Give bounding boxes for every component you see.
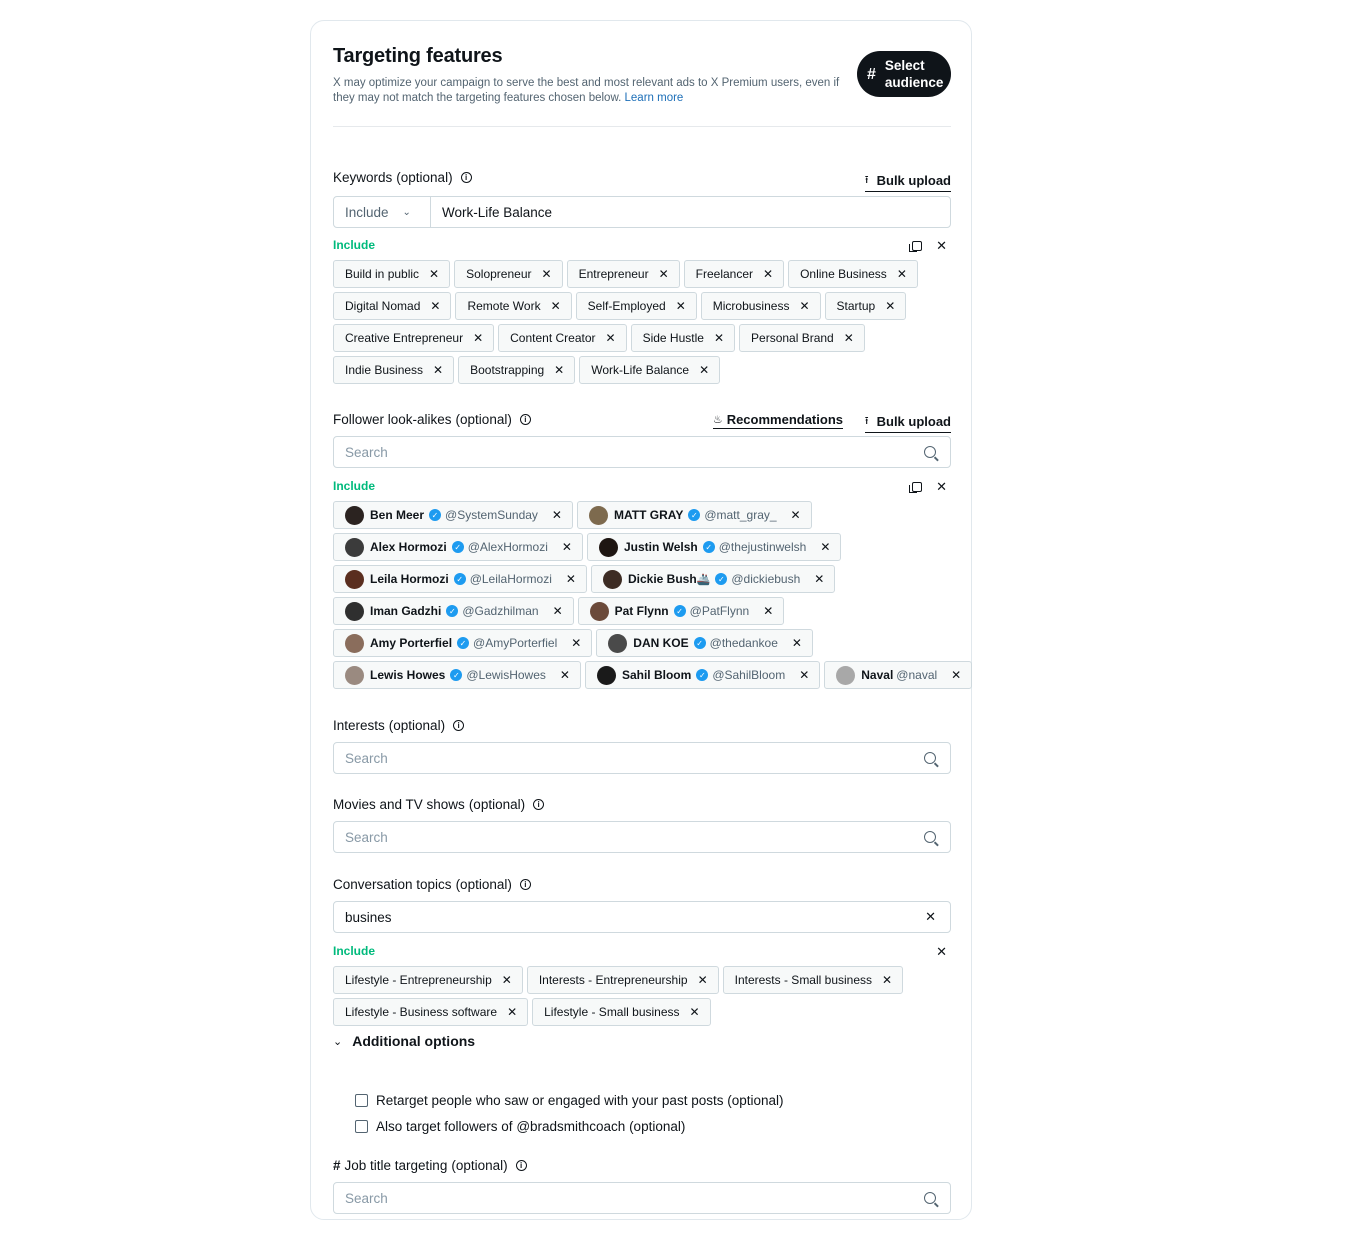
lookalike-chip[interactable] <box>333 661 581 689</box>
keyword-chip[interactable] <box>788 260 918 288</box>
close-icon[interactable]: ✕ <box>541 267 552 281</box>
close-icon[interactable]: ✕ <box>896 267 907 281</box>
user-name: Naval <box>861 668 894 682</box>
verified-badge-icon: ✓ <box>452 541 464 553</box>
close-icon[interactable]: ✕ <box>763 604 774 618</box>
lookalike-chip[interactable] <box>591 565 835 593</box>
keyword-chip[interactable] <box>631 324 735 352</box>
keywords-label: Keywords (optional) i <box>333 170 472 185</box>
topic-chip[interactable] <box>723 966 903 994</box>
user-handle: @naval <box>896 668 938 682</box>
job-title-label: # Job title targeting (optional) i <box>333 1158 527 1173</box>
close-icon[interactable]: ✕ <box>571 636 582 650</box>
close-icon[interactable]: ✕ <box>885 299 896 313</box>
info-icon[interactable]: i <box>516 1160 527 1171</box>
user-handle: @AmyPorterfiel <box>473 636 558 650</box>
select-audience-label: Select audience <box>884 58 944 90</box>
topics-include-label: Include <box>333 944 376 958</box>
keywords-bulk-upload-button[interactable]: ⭱ Bulk upload <box>865 171 951 192</box>
keyword-chip-label: Work-Life Balance <box>591 363 690 377</box>
lookalikes-bulk-upload-button[interactable]: ⭱ Bulk upload <box>865 412 951 433</box>
lookalike-chip[interactable] <box>333 597 574 625</box>
user-handle: @thejustinwelsh <box>718 540 807 554</box>
lookalike-row <box>333 597 951 625</box>
user-handle: @matt_gray_ <box>704 508 777 522</box>
close-icon[interactable]: ✕ <box>605 331 616 345</box>
close-icon[interactable]: ✕ <box>551 508 562 522</box>
lookalike-row <box>333 565 951 593</box>
avatar <box>603 570 622 589</box>
user-handle: @LewisHowes <box>466 668 546 682</box>
lookalikes-tools <box>912 479 947 495</box>
close-icon[interactable]: ✕ <box>936 944 947 959</box>
lookalike-chip[interactable] <box>585 661 820 689</box>
verified-badge-icon: ✓ <box>715 573 727 585</box>
close-icon[interactable]: ✕ <box>814 572 825 586</box>
keyword-chip-label: Indie Business <box>345 363 424 377</box>
lookalikes-include-label: Include <box>333 479 376 493</box>
close-icon[interactable]: ✕ <box>430 299 441 313</box>
close-icon[interactable]: ✕ <box>713 331 725 345</box>
info-icon[interactable]: i <box>520 414 531 425</box>
user-name: Leila Hormozi <box>370 572 449 586</box>
close-icon[interactable]: ✕ <box>936 238 947 253</box>
retarget-checkbox[interactable] <box>355 1094 368 1107</box>
keyword-chip[interactable] <box>454 260 562 288</box>
flame-icon: ♨ <box>712 414 723 426</box>
verified-badge-icon: ✓ <box>429 509 441 521</box>
topics-tools <box>936 944 947 960</box>
avatar <box>345 602 364 621</box>
avatar <box>608 634 627 653</box>
close-icon[interactable]: ✕ <box>433 363 444 377</box>
keyword-chip[interactable] <box>579 356 720 384</box>
topics-search-input[interactable]: busines <box>345 909 392 925</box>
keyword-chip[interactable] <box>333 356 454 384</box>
keyword-chip-label: Personal Brand <box>751 331 834 345</box>
verified-badge-icon: ✓ <box>446 605 458 617</box>
close-icon[interactable]: ✕ <box>820 540 831 554</box>
lookalikes-search-input[interactable]: Search <box>345 444 388 460</box>
user-name: Ben Meer <box>370 508 425 522</box>
topic-chip[interactable] <box>527 966 719 994</box>
close-icon[interactable]: ✕ <box>554 363 565 377</box>
interests-search-input[interactable]: Search <box>345 750 388 766</box>
lookalike-row <box>333 533 951 561</box>
avatar <box>345 634 364 653</box>
verified-badge-icon: ✓ <box>454 573 466 585</box>
retarget-label: Retarget people who saw or engaged with your past posts (optional) <box>376 1093 784 1108</box>
subtitle <box>333 76 853 106</box>
close-icon[interactable]: ✕ <box>697 973 708 987</box>
user-handle: @SahilBloom <box>712 668 786 682</box>
avatar <box>597 666 616 685</box>
lookalike-chip[interactable] <box>587 533 841 561</box>
info-icon[interactable]: i <box>453 720 464 731</box>
card-inner <box>333 21 962 1206</box>
lookalike-chip[interactable] <box>578 597 785 625</box>
chevron-down-icon: ⌄ <box>402 206 411 218</box>
user-name: Iman Gadzhi <box>370 604 442 618</box>
keyword-chip-label: Online Business <box>800 267 887 281</box>
user-handle: @PatFlynn <box>689 604 750 618</box>
hash-icon: # <box>867 65 876 83</box>
search-icon <box>924 831 936 843</box>
verified-badge-icon: ✓ <box>688 509 700 521</box>
topic-chip-label: Lifestyle - Entrepreneurship <box>345 973 492 987</box>
interests-search-field[interactable] <box>333 742 951 774</box>
avatar <box>599 538 618 557</box>
close-icon[interactable]: ✕ <box>559 668 570 682</box>
user-name: Alex Hormozi <box>370 540 447 554</box>
keyword-chip[interactable] <box>739 324 865 352</box>
keyword-chip[interactable] <box>701 292 821 320</box>
close-icon[interactable]: ✕ <box>790 508 801 522</box>
followers-option <box>355 1119 685 1134</box>
topic-chip-label: Interests - Small business <box>734 973 873 987</box>
close-icon[interactable]: ✕ <box>658 267 669 281</box>
movies-label: Movies and TV shows (optional) i <box>333 797 544 812</box>
learn-more-link[interactable]: Learn more <box>624 92 684 104</box>
avatar <box>345 666 364 685</box>
copy-icon[interactable] <box>912 482 922 492</box>
subtitle-text: X may optimize your campaign to serve the best and most relevant ads to X Premium users, even if they may not match the targeting features chosen below. <box>333 77 840 104</box>
close-icon[interactable]: ✕ <box>799 299 810 313</box>
keyword-chip-label: Entrepreneur <box>578 267 649 281</box>
keyword-chip-label: Microbusiness <box>712 299 790 313</box>
verified-badge-icon: ✓ <box>696 669 708 681</box>
keyword-chip[interactable] <box>576 292 697 320</box>
user-name: Justin Welsh <box>623 540 698 554</box>
keyword-chip-label: Startup <box>836 299 876 313</box>
lookalike-chip[interactable] <box>824 661 972 689</box>
chevron-down-icon: ⌄ <box>333 1035 343 1048</box>
topics-label: Conversation topics (optional) i <box>333 877 531 892</box>
keyword-chip[interactable] <box>684 260 784 288</box>
verified-badge-icon: ✓ <box>703 541 715 553</box>
close-icon[interactable]: ✕ <box>936 479 947 494</box>
close-icon[interactable]: ✕ <box>429 267 440 281</box>
keyword-chip-label: Remote Work <box>467 299 541 313</box>
keyword-chip[interactable] <box>455 292 571 320</box>
lookalikes-search-field[interactable] <box>333 436 951 468</box>
lookalike-chip[interactable] <box>333 629 592 657</box>
retarget-option <box>355 1093 784 1108</box>
keyword-chip-label: Creative Entrepreneur <box>345 331 464 345</box>
topic-chip[interactable] <box>532 998 710 1026</box>
keywords-chip-list <box>333 260 951 384</box>
lookalikes-label: Follower look-alikes (optional) i <box>333 412 531 427</box>
avatar <box>345 538 364 557</box>
keyword-chip-label: Content Creator <box>510 331 596 345</box>
topics-search-field[interactable] <box>333 901 951 933</box>
user-name: MATT GRAY <box>613 508 684 522</box>
user-name: Lewis Howes <box>370 668 446 682</box>
job-title-search-field[interactable] <box>333 1182 951 1214</box>
close-icon[interactable]: ✕ <box>473 331 484 345</box>
movies-search-field[interactable] <box>333 821 951 853</box>
user-name: Pat Flynn <box>614 604 669 618</box>
close-icon[interactable]: ✕ <box>675 299 686 313</box>
ship-emoji: 🚢 <box>696 573 711 586</box>
topic-chip-label: Lifestyle - Business software <box>345 1005 498 1019</box>
keywords-tools <box>912 238 947 254</box>
verified-badge-icon: ✓ <box>457 637 469 649</box>
upload-icon: ⭱ <box>864 174 869 186</box>
verified-badge-icon: ✓ <box>694 637 706 649</box>
avatar <box>345 570 364 589</box>
close-icon[interactable]: ✕ <box>791 636 802 650</box>
search-icon <box>924 1192 936 1204</box>
header <box>333 21 951 127</box>
user-handle: @LeilaHormozi <box>469 572 552 586</box>
close-icon[interactable]: ✕ <box>501 973 512 987</box>
close-icon[interactable]: ✕ <box>843 331 854 345</box>
close-icon[interactable]: ✕ <box>699 363 710 377</box>
close-icon[interactable]: ✕ <box>951 668 962 682</box>
user-handle: @thedankoe <box>709 636 778 650</box>
followers-checkbox[interactable] <box>355 1120 368 1133</box>
close-icon[interactable]: ✕ <box>565 572 576 586</box>
avatar <box>345 506 364 525</box>
topic-chip[interactable] <box>333 998 528 1026</box>
close-icon[interactable]: ✕ <box>763 267 774 281</box>
search-icon <box>924 446 936 458</box>
lookalike-row <box>333 629 951 657</box>
user-handle: @AlexHormozi <box>467 540 548 554</box>
user-name: DAN KOE <box>633 636 689 650</box>
close-icon[interactable]: ✕ <box>507 1005 518 1019</box>
lookalike-row <box>333 661 962 689</box>
close-icon[interactable]: ✕ <box>561 540 572 554</box>
info-icon[interactable]: i <box>461 172 472 183</box>
close-icon[interactable]: ✕ <box>799 668 810 682</box>
keyword-chip[interactable] <box>825 292 907 320</box>
topic-chip[interactable] <box>333 966 523 994</box>
targeting-card <box>310 20 972 1220</box>
keyword-chip-label: Freelancer <box>695 267 754 281</box>
interests-label: Interests (optional) i <box>333 718 464 733</box>
recommendations-button[interactable]: ♨ Recommendations <box>712 412 843 427</box>
close-icon[interactable]: ✕ <box>689 1005 700 1019</box>
keywords-include-label: Include <box>333 238 376 252</box>
keyword-chip-label: Build in public <box>345 267 420 281</box>
user-handle: @Gadzhilman <box>462 604 539 618</box>
keyword-chip-label: Self-Employed <box>587 299 666 313</box>
info-icon[interactable]: i <box>520 879 531 890</box>
copy-icon[interactable] <box>912 241 922 251</box>
topic-chip-label: Lifestyle - Small business <box>544 1005 680 1019</box>
keyword-chip[interactable] <box>498 324 626 352</box>
avatar <box>836 666 855 685</box>
user-handle: @dickiebush <box>731 572 801 586</box>
close-icon[interactable]: ✕ <box>925 909 936 924</box>
topics-chip-list <box>333 966 951 1026</box>
keyword-chip[interactable] <box>458 356 575 384</box>
keyword-chip[interactable] <box>333 260 450 288</box>
user-name: Sahil Bloom <box>621 668 692 682</box>
page-title: Targeting features <box>333 45 503 67</box>
keyword-chip-label: Solopreneur <box>466 267 532 281</box>
close-icon[interactable]: ✕ <box>550 299 561 313</box>
verified-badge-icon: ✓ <box>674 605 686 617</box>
lookalike-chip[interactable] <box>333 501 573 529</box>
select-audience-button[interactable] <box>857 51 951 97</box>
lookalike-chip[interactable] <box>333 533 583 561</box>
search-icon <box>924 752 936 764</box>
verified-badge-icon: ✓ <box>450 669 462 681</box>
keyword-chip-label: Side Hustle <box>642 331 704 345</box>
lookalike-row <box>333 501 951 529</box>
lookalikes-chip-list <box>333 501 962 689</box>
keyword-chip-label: Bootstrapping <box>470 363 545 377</box>
user-name: Amy Porterfiel <box>370 636 453 650</box>
info-icon[interactable]: i <box>533 799 544 810</box>
movies-search-input[interactable]: Search <box>345 829 388 845</box>
job-title-search-input[interactable]: Search <box>345 1190 388 1206</box>
user-name: Dickie Bush <box>627 572 697 586</box>
keywords-mode-select[interactable]: Include ⌄ <box>334 197 431 227</box>
keywords-input[interactable]: Work-Life Balance <box>442 204 553 220</box>
keyword-chip[interactable] <box>333 292 451 320</box>
lookalike-chip[interactable] <box>333 565 587 593</box>
followers-label: Also target followers of @bradsmithcoach (optional) <box>376 1119 686 1134</box>
topic-chip-label: Interests - Entrepreneurship <box>538 973 688 987</box>
close-icon[interactable]: ✕ <box>882 973 893 987</box>
user-handle: @SystemSunday <box>445 508 538 522</box>
additional-options-toggle[interactable]: ⌄ Additional options <box>333 1033 476 1049</box>
close-icon[interactable]: ✕ <box>552 604 563 618</box>
avatar <box>590 602 609 621</box>
upload-icon: ⭱ <box>864 415 869 427</box>
avatar <box>589 506 608 525</box>
keyword-chip[interactable] <box>333 324 494 352</box>
keyword-chip[interactable] <box>567 260 680 288</box>
lookalike-chip[interactable] <box>596 629 813 657</box>
keywords-field <box>333 196 951 228</box>
lookalike-chip[interactable] <box>577 501 812 529</box>
keyword-chip-label: Digital Nomad <box>345 299 421 313</box>
